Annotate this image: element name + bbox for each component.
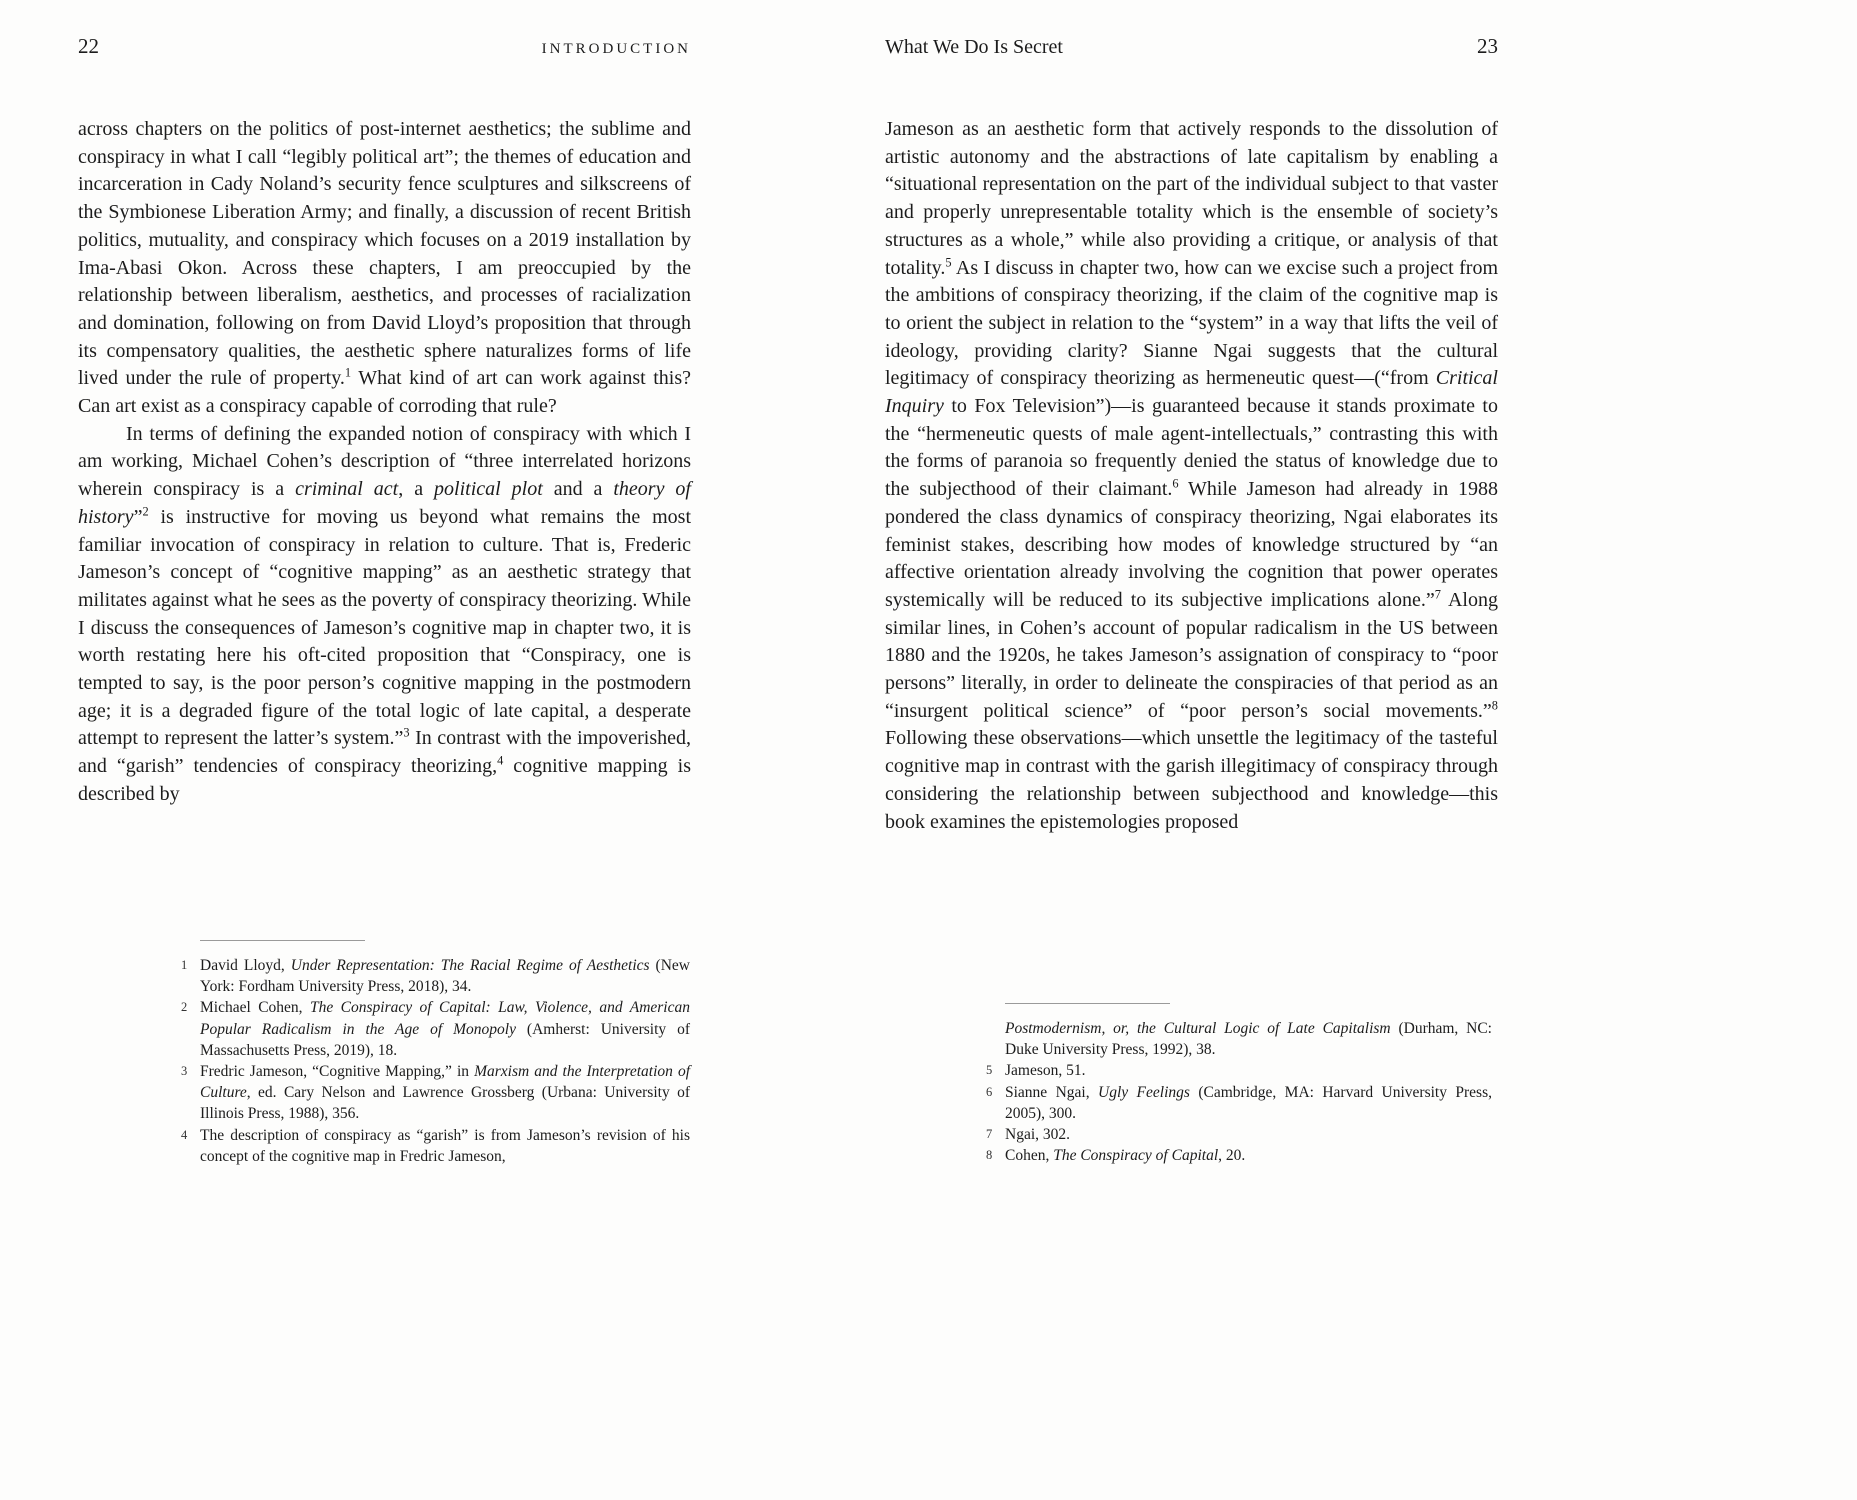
footnote-number: 1: [181, 958, 188, 972]
footnote-number: 8: [986, 1148, 993, 1163]
footnote: [181, 955, 690, 997]
footnote: [181, 997, 690, 1061]
footnote-number: 7: [986, 1127, 993, 1142]
footnote-number: 6: [986, 1084, 993, 1099]
paragraph: In terms of defining the expanded notion of conspiracy with which I am working, Michael Cohen’s description of “three interrelated horizons wherein conspiracy is a criminal act, a political plot and a theory of history”$^2$ is instructive for moving us beyond what remains the most familiar invocation of conspiracy in relation to culture. That is, Frederic Jameson’s concept of “cognitive mapping” as an aesthetic strategy that militates against what he sees as the poverty of conspiracy theorizing. While I discuss the consequences of Jameson’s cognitive map in chapter two, it is worth restating here his oft-cited proposition that “Conspiracy, one is tempted to say, is the poor person’s cognitive mapping in the postmodern age; it is a degraded figure of the total logic of late capital, a desperate attempt to represent the latter’s system.”$^3$ In contrast with the impoverished, and “garish” tendencies of conspiracy theorizing,$^4$ cognitive mapping is described by: [78, 422, 692, 805]
page-right-header: [885, 36, 1498, 66]
running-head-right: What We Do Is Secret: [885, 36, 1063, 58]
page-right-footnotes: [986, 1003, 1492, 1166]
footnote-number: [986, 1018, 1005, 1060]
footnote-rule: [200, 940, 365, 941]
footnote-text: Fredric Jameson, “Cognitive Mapping,” in Marxism and the Interpretation of Culture, ed. Cary Nelson and Lawrence Grossberg (Urbana: University of Illinois Press, 1988), 356.: [200, 1063, 690, 1123]
footnote-text: Postmodernism, or, the Cultural Logic of Late Capitalism (Durham, NC: Duke University Press, 1992), 38.: [1005, 1020, 1492, 1059]
footnote: [986, 1145, 1492, 1166]
footnote-text: Cohen, The Conspiracy of Capital, 20.: [1005, 1147, 1246, 1165]
page-left-header: [78, 36, 691, 66]
footnote-number: 2: [181, 1000, 188, 1015]
page-number-left: 22: [78, 34, 99, 58]
footnote-text: David Lloyd, Under Representation: The Racial Regime of Aesthetics (New York: Fordham University Press, 2018), 34.: [200, 957, 690, 996]
footnote: [986, 1060, 1492, 1081]
footnote: [181, 1125, 690, 1167]
footnote-text: Ngai, 302.: [1005, 1126, 1071, 1144]
footnote: [986, 1124, 1492, 1145]
footnote: [181, 1061, 690, 1125]
page-right: [885, 36, 1498, 1466]
footnote-rule: [1005, 1003, 1170, 1004]
page-left-footnotes: [181, 940, 690, 1167]
footnote-text: Michael Cohen, The Conspiracy of Capital: Law, Violence, and American Popular Radicalism in the Age of Monopoly (Amherst: University of Massachusetts Press, 2019), 18.: [200, 999, 690, 1059]
footnote-text: The description of conspiracy as “garish” is from Jameson’s revision of his concept of the cognitive map in Fredric Jameson,: [200, 1126, 690, 1165]
footnote-text: Sianne Ngai, Ugly Feelings (Cambridge, MA: Harvard University Press, 2005), 300.: [1005, 1083, 1492, 1122]
footnote-number: 4: [181, 1127, 188, 1142]
paragraph: across chapters on the politics of post-internet aesthetics; the sublime and conspiracy in what I call “legibly political art”; the themes of education and incarceration in Cady Noland’s security fence sculptures and silkscreens of the Symbionese Liberation Army; and finally, a discussion of recent British politics, mutuality, and conspiracy which focuses on a 2019 installation by Ima-Abasi Okon. Across these chapters, I am preoccupied by the relationship between liberalism, aesthetics, and processes of racialization and domination, following on from David Lloyd’s proposition that through its compensatory qualities, the aesthetic sphere naturalizes forms of life lived under the rule of property.$^1$ What kind of art can work against this? Can art exist as a conspiracy capable of corroding that rule?: [78, 118, 692, 418]
page-number-right: 23: [1477, 34, 1498, 58]
footnote: [986, 1082, 1492, 1124]
paragraph: Jameson as an aesthetic form that actively responds to the dissolution of artistic autonomy and the abstractions of late capitalism by enabling a “situational representation on the part of the individual subject to that vaster and properly unrepresentable totality which is the ensemble of society’s structures as a whole,” while also providing a critique, or analysis of that totality.$^5$ As I discuss in chapter two, how can we excise such a project from the ambitions of conspiracy theorizing, if the claim of the cognitive map is to orient the subject in relation to the “system” in a way that lifts the veil of ideology, providing clarity? Sianne Ngai suggests that the cultural legitimacy of conspiracy theorizing as hermeneutic quest—(“from Critical Inquiry to Fox Television”)—is guaranteed because it stands proximate to the “hermeneutic quests of male agent-intellectuals,” contrasting this with the forms of paranoia so frequently denied the status of knowledge due to the subjecthood of their claimant.$^6$ While Jameson had already in 1988 pondered the class dynamics of conspiracy theorizing, Ngai elaborates its feminist stakes, describing how modes of knowledge structured by “an affective orientation already involving the cognition that power operates systemically will be reduced to its subjective implications alone.”$^7$ Along similar lines, in Cohen’s account of popular radicalism in the US between 1880 and the 1920s, he takes Jameson’s assignation of conspiracy to “poor persons” literally, in order to delineate the conspiracies of that period as an “insurgent political science” of “poor person’s social movements.”$^8$ Following these observations—which unsettle the legitimacy of the tasteful cognitive map in contrast with the garish illegitimacy of conspiracy through considering the relationship between subjecthood and knowledge—this book examines the epistemologies proposed: [885, 118, 1498, 833]
page-left: [78, 36, 691, 1466]
running-head-left: INTRODUCTION: [541, 41, 691, 57]
page-left-body: [78, 116, 691, 809]
page-right-body: [885, 116, 1498, 836]
footnote-text: Jameson, 51.: [1005, 1062, 1086, 1080]
footnote-continuation: [986, 1018, 1492, 1060]
footnote-number: 3: [181, 1064, 188, 1079]
footnote-number: 5: [986, 1063, 993, 1078]
